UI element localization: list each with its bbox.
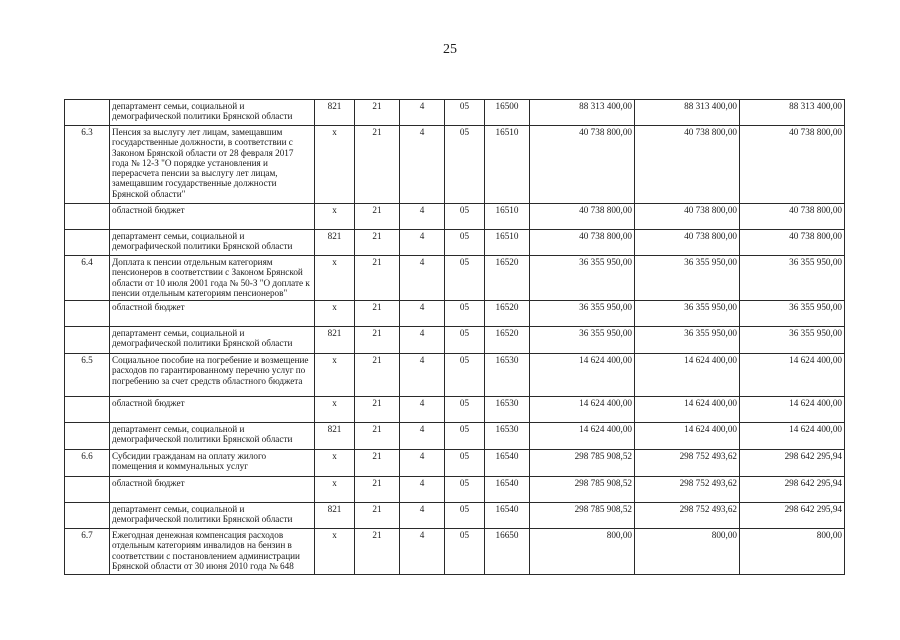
table-row — [65, 327, 845, 354]
amount-year-3: 14 624 400,00 — [740, 397, 845, 423]
code-grbs: 821 — [315, 503, 355, 529]
code-subsection: 4 — [400, 100, 445, 126]
code-target-a: 05 — [445, 230, 485, 256]
table-row — [65, 423, 845, 450]
code-subsection: 4 — [400, 301, 445, 327]
item-name: департамент семьи, социальной и демографической политики Брянской области — [110, 423, 315, 450]
code-section: 21 — [355, 126, 400, 204]
row-number — [65, 230, 110, 256]
code-target-a: 05 — [445, 397, 485, 423]
item-name: департамент семьи, социальной и демографической политики Брянской области — [110, 503, 315, 529]
code-subsection: 4 — [400, 230, 445, 256]
code-target-b: 16530 — [485, 423, 530, 450]
amount-year-1: 36 355 950,00 — [530, 256, 635, 301]
table-row — [65, 256, 845, 301]
row-number — [65, 503, 110, 529]
amount-year-1: 40 738 800,00 — [530, 126, 635, 204]
code-section: 21 — [355, 529, 400, 575]
code-subsection: 4 — [400, 204, 445, 230]
amount-year-1: 14 624 400,00 — [530, 354, 635, 397]
amount-year-3: 40 738 800,00 — [740, 126, 845, 204]
code-section: 21 — [355, 477, 400, 503]
table-row — [65, 230, 845, 256]
amount-year-1: 36 355 950,00 — [530, 301, 635, 327]
row-number — [65, 423, 110, 450]
table-row — [65, 503, 845, 529]
code-subsection: 4 — [400, 450, 445, 477]
code-subsection: 4 — [400, 423, 445, 450]
item-name: Доплата к пенсии отдельным категориям пенсионеров в соответствии с Законом Брянской области от 10 июля 2001 года № 50-З "О доплате к пенсии отдельным категориям пенсионеров" — [110, 256, 315, 301]
row-number: 6.3 — [65, 126, 110, 204]
item-name: департамент семьи, социальной и демографической политики Брянской области — [110, 230, 315, 256]
row-number — [65, 327, 110, 354]
code-target-b: 16530 — [485, 397, 530, 423]
item-name: областной бюджет — [110, 301, 315, 327]
amount-year-1: 40 738 800,00 — [530, 230, 635, 256]
row-number — [65, 204, 110, 230]
table-row — [65, 529, 845, 575]
code-target-b: 16540 — [485, 450, 530, 477]
code-target-b: 16650 — [485, 529, 530, 575]
code-section: 21 — [355, 301, 400, 327]
code-target-a: 05 — [445, 423, 485, 450]
code-section: 21 — [355, 397, 400, 423]
code-section: 21 — [355, 354, 400, 397]
code-subsection: 4 — [400, 529, 445, 575]
row-number — [65, 397, 110, 423]
code-section: 21 — [355, 327, 400, 354]
amount-year-2: 36 355 950,00 — [635, 301, 740, 327]
item-name: Ежегодная денежная компенсация расходов отдельным категориям инвалидов на бензин в соответствии с постановлением администрации Брянской области от 30 июня 2010 года № 648 — [110, 529, 315, 575]
code-target-a: 05 — [445, 204, 485, 230]
code-target-b: 16520 — [485, 301, 530, 327]
code-target-a: 05 — [445, 256, 485, 301]
amount-year-1: 40 738 800,00 — [530, 204, 635, 230]
table-row — [65, 126, 845, 204]
code-section: 21 — [355, 204, 400, 230]
amount-year-1: 36 355 950,00 — [530, 327, 635, 354]
item-name: департамент семьи, социальной и демографической политики Брянской области — [110, 100, 315, 126]
item-name: областной бюджет — [110, 397, 315, 423]
table-row — [65, 100, 845, 126]
code-section: 21 — [355, 423, 400, 450]
code-grbs: х — [315, 126, 355, 204]
code-target-b: 16530 — [485, 354, 530, 397]
code-target-b: 16540 — [485, 477, 530, 503]
code-target-a: 05 — [445, 477, 485, 503]
code-target-a: 05 — [445, 450, 485, 477]
amount-year-2: 40 738 800,00 — [635, 126, 740, 204]
amount-year-1: 800,00 — [530, 529, 635, 575]
row-number: 6.7 — [65, 529, 110, 575]
amount-year-3: 298 642 295,94 — [740, 477, 845, 503]
amount-year-3: 800,00 — [740, 529, 845, 575]
amount-year-2: 298 752 493,62 — [635, 450, 740, 477]
amount-year-2: 298 752 493,62 — [635, 503, 740, 529]
table-row — [65, 397, 845, 423]
amount-year-3: 298 642 295,94 — [740, 450, 845, 477]
amount-year-3: 14 624 400,00 — [740, 354, 845, 397]
code-grbs: х — [315, 450, 355, 477]
table-row — [65, 450, 845, 477]
amount-year-1: 14 624 400,00 — [530, 397, 635, 423]
amount-year-2: 40 738 800,00 — [635, 230, 740, 256]
code-grbs: х — [315, 256, 355, 301]
code-grbs: 821 — [315, 100, 355, 126]
amount-year-2: 36 355 950,00 — [635, 327, 740, 354]
code-target-a: 05 — [445, 100, 485, 126]
amount-year-2: 36 355 950,00 — [635, 256, 740, 301]
code-target-b: 16510 — [485, 230, 530, 256]
item-name: Социальное пособие на погребение и возмещение расходов по гарантированному перечню услуг по погребению за счет средств областного бюджета — [110, 354, 315, 397]
row-number — [65, 301, 110, 327]
code-subsection: 4 — [400, 126, 445, 204]
code-section: 21 — [355, 503, 400, 529]
budget-table — [64, 99, 845, 575]
amount-year-2: 800,00 — [635, 529, 740, 575]
code-subsection: 4 — [400, 354, 445, 397]
code-subsection: 4 — [400, 256, 445, 301]
code-subsection: 4 — [400, 327, 445, 354]
amount-year-2: 40 738 800,00 — [635, 204, 740, 230]
amount-year-1: 14 624 400,00 — [530, 423, 635, 450]
item-name: областной бюджет — [110, 477, 315, 503]
code-subsection: 4 — [400, 477, 445, 503]
code-grbs: х — [315, 397, 355, 423]
code-grbs: 821 — [315, 327, 355, 354]
code-target-b: 16510 — [485, 126, 530, 204]
amount-year-3: 40 738 800,00 — [740, 204, 845, 230]
code-section: 21 — [355, 100, 400, 126]
code-target-a: 05 — [445, 301, 485, 327]
item-name: Пенсия за выслугу лет лицам, замещавшим государственные должности, в соответствии с Законом Брянской области от 28 февраля 2017 года № 12-З "О порядке установления и перерасчета пенсии за выслугу лет лицам, замещавшим государственные должности Брянской области" — [110, 126, 315, 204]
code-target-b: 16520 — [485, 327, 530, 354]
row-number: 6.6 — [65, 450, 110, 477]
code-subsection: 4 — [400, 397, 445, 423]
amount-year-3: 40 738 800,00 — [740, 230, 845, 256]
code-section: 21 — [355, 256, 400, 301]
code-grbs: 821 — [315, 230, 355, 256]
amount-year-3: 14 624 400,00 — [740, 423, 845, 450]
amount-year-3: 36 355 950,00 — [740, 256, 845, 301]
code-subsection: 4 — [400, 503, 445, 529]
code-target-b: 16520 — [485, 256, 530, 301]
row-number: 6.5 — [65, 354, 110, 397]
code-target-a: 05 — [445, 126, 485, 204]
row-number: 6.4 — [65, 256, 110, 301]
page-number: 25 — [443, 42, 457, 57]
item-name: Субсидии гражданам на оплату жилого помещения и коммунальных услуг — [110, 450, 315, 477]
code-grbs: х — [315, 301, 355, 327]
amount-year-2: 14 624 400,00 — [635, 354, 740, 397]
table-row — [65, 354, 845, 397]
item-name: областной бюджет — [110, 204, 315, 230]
code-grbs: х — [315, 204, 355, 230]
amount-year-2: 298 752 493,62 — [635, 477, 740, 503]
code-grbs: х — [315, 529, 355, 575]
code-section: 21 — [355, 230, 400, 256]
amount-year-3: 298 642 295,94 — [740, 503, 845, 529]
amount-year-2: 14 624 400,00 — [635, 397, 740, 423]
item-name: департамент семьи, социальной и демографической политики Брянской области — [110, 327, 315, 354]
amount-year-1: 298 785 908,52 — [530, 503, 635, 529]
code-target-a: 05 — [445, 327, 485, 354]
table-row — [65, 301, 845, 327]
amount-year-1: 298 785 908,52 — [530, 450, 635, 477]
amount-year-1: 298 785 908,52 — [530, 477, 635, 503]
row-number — [65, 100, 110, 126]
code-grbs: х — [315, 354, 355, 397]
amount-year-3: 88 313 400,00 — [740, 100, 845, 126]
code-target-b: 16500 — [485, 100, 530, 126]
row-number — [65, 477, 110, 503]
code-target-b: 16510 — [485, 204, 530, 230]
amount-year-3: 36 355 950,00 — [740, 301, 845, 327]
code-target-a: 05 — [445, 503, 485, 529]
amount-year-1: 88 313 400,00 — [530, 100, 635, 126]
amount-year-3: 36 355 950,00 — [740, 327, 845, 354]
code-grbs: 821 — [315, 423, 355, 450]
code-section: 21 — [355, 450, 400, 477]
amount-year-2: 88 313 400,00 — [635, 100, 740, 126]
code-grbs: х — [315, 477, 355, 503]
table-row — [65, 204, 845, 230]
code-target-b: 16540 — [485, 503, 530, 529]
code-target-a: 05 — [445, 529, 485, 575]
code-target-a: 05 — [445, 354, 485, 397]
amount-year-2: 14 624 400,00 — [635, 423, 740, 450]
table-row — [65, 477, 845, 503]
